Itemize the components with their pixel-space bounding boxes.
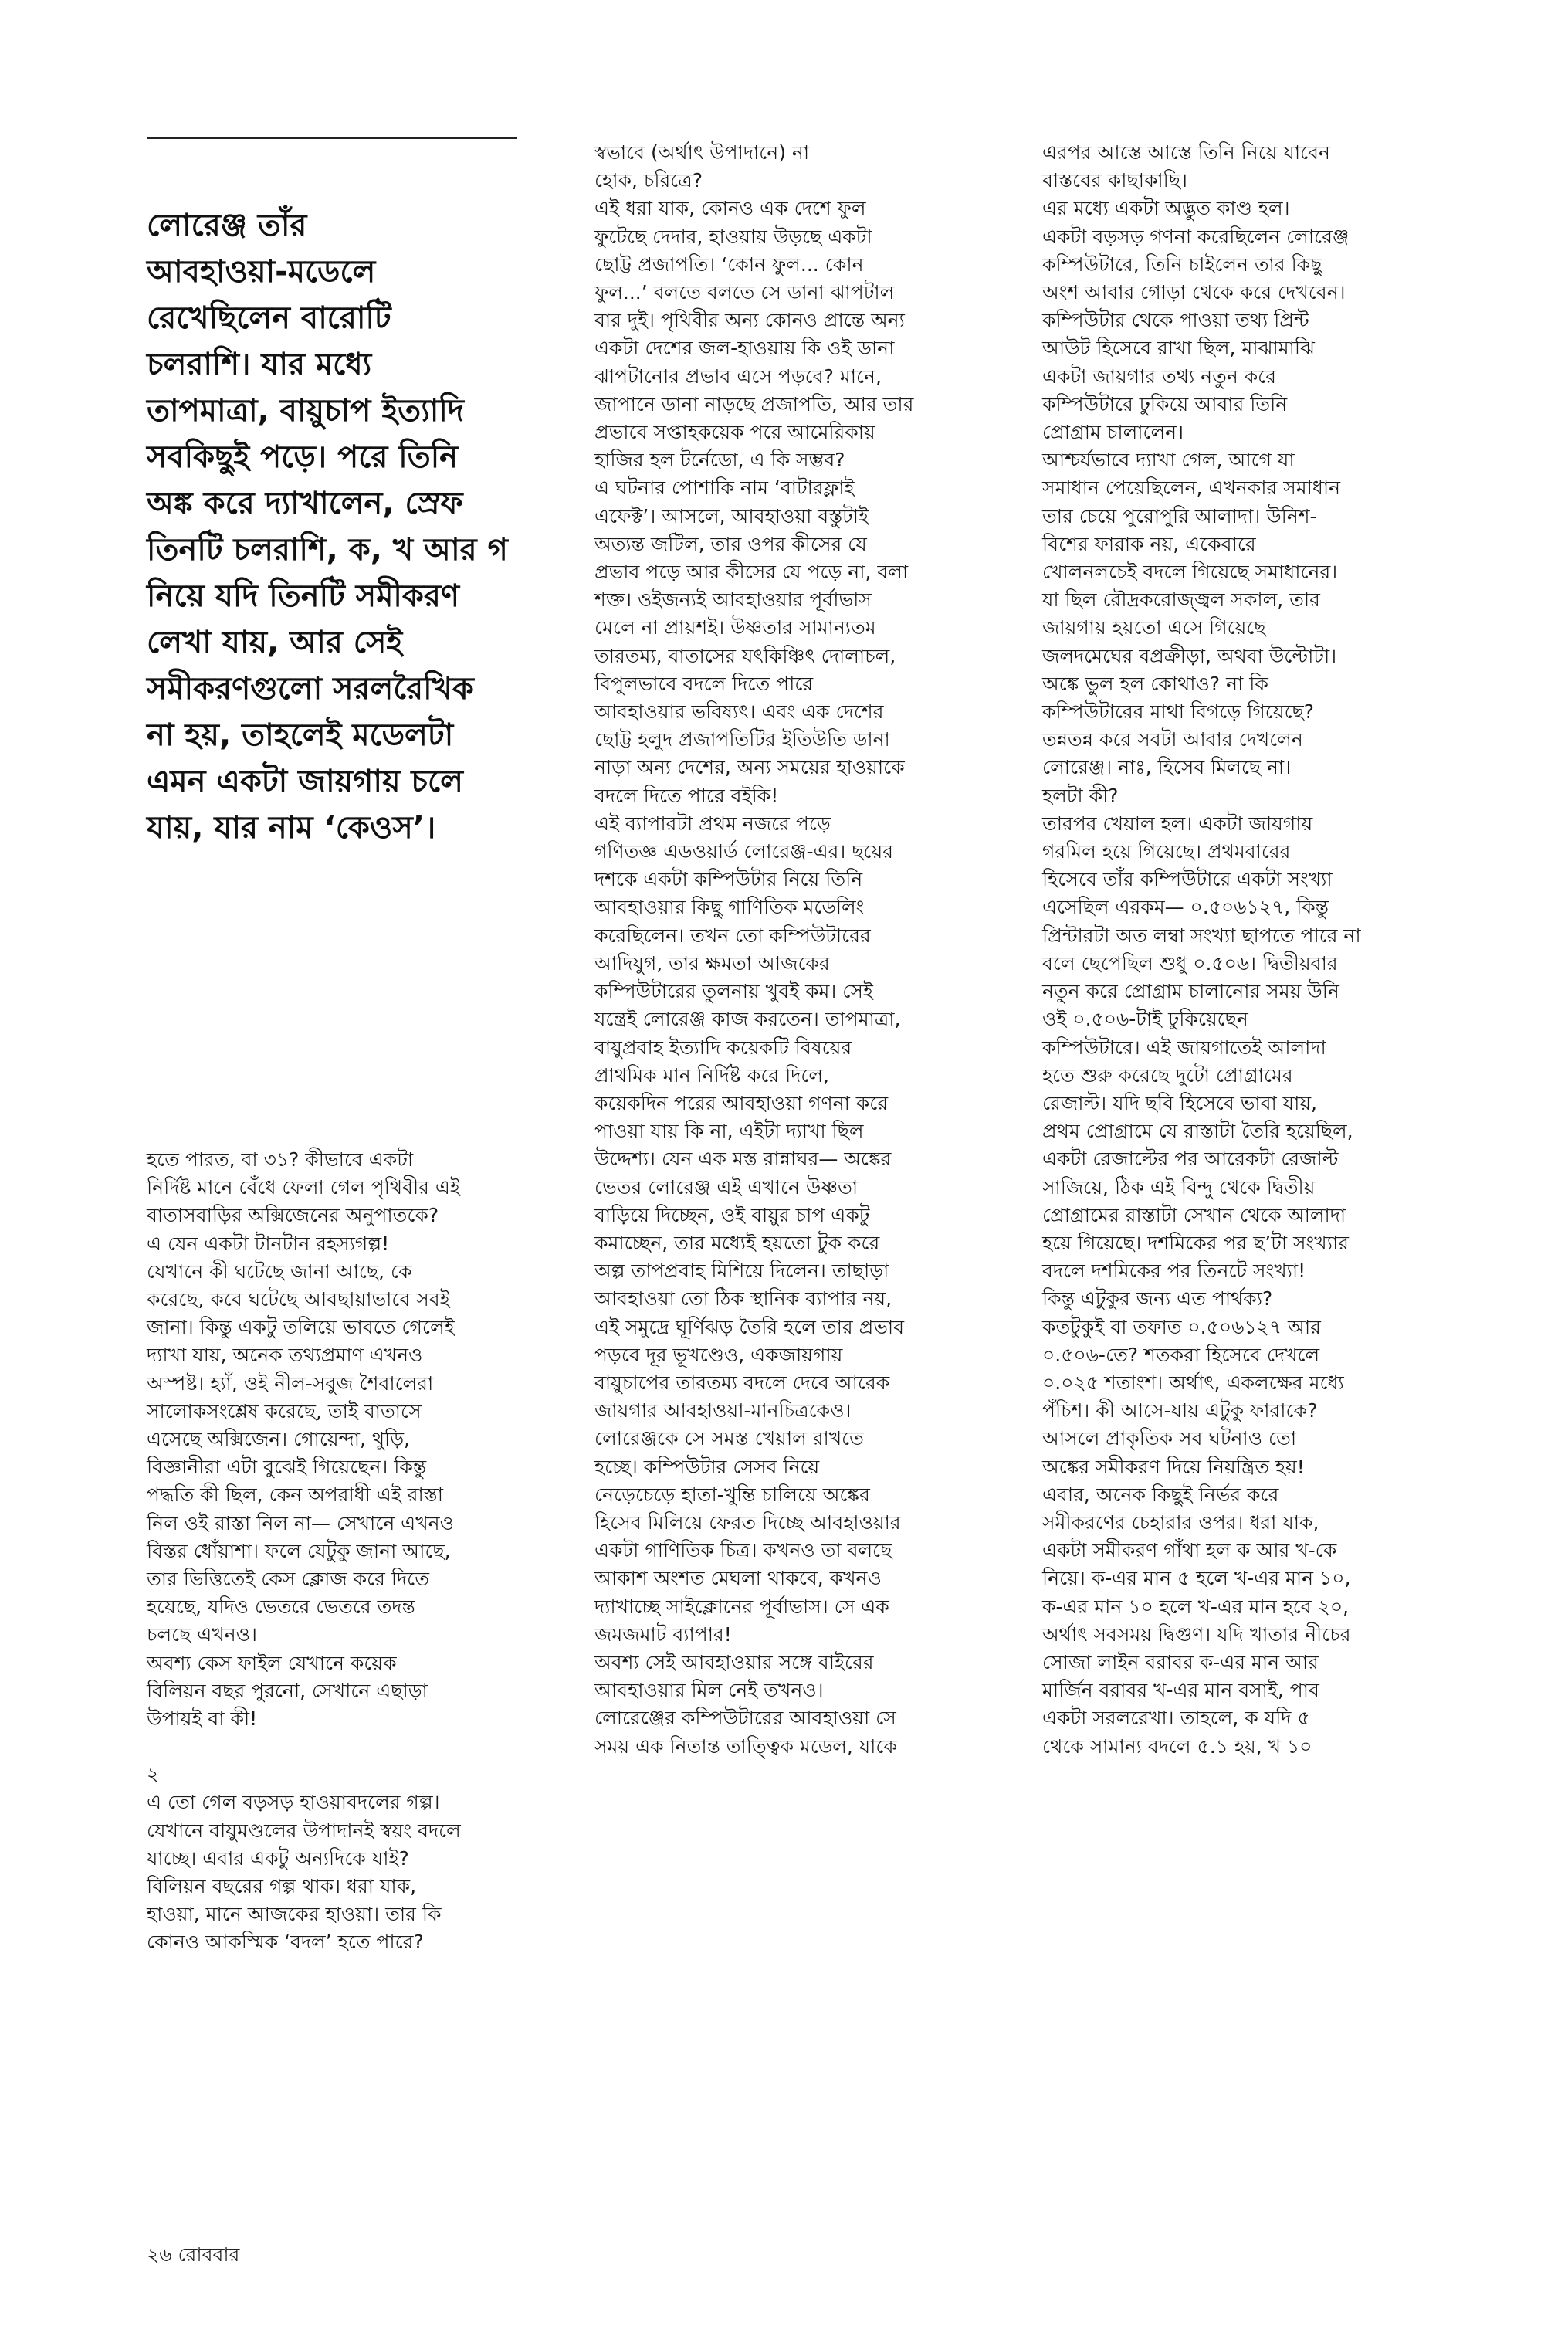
text-line: বিপুলভাবে বদলে দিতে পারে xyxy=(594,672,814,695)
text-line: প্রথম প্রোগ্রামে যে রাস্তাটা তৈরি হয়েছিল, xyxy=(1042,1120,1353,1143)
text-line: একটা দেশের জল-হাওয়ায় কি ওই ডানা xyxy=(594,337,895,360)
text-line: শক্ত। ওইজন্যই আবহাওয়ার পূর্বাভাস xyxy=(594,588,872,612)
text-line: জাপানে ডানা নাড়ছে প্রজাপতি, আর তার xyxy=(594,392,914,415)
pullquote-line: চলরাশি। যার মধ্যে xyxy=(147,347,372,382)
text-line: এফেক্ট’। আসলে, আবহাওয়া বস্তুটাই xyxy=(594,504,869,527)
text-line: কম্পিউটার থেকে পাওয়া তথ্য প্রিন্ট xyxy=(1042,309,1309,332)
text-line: এই সমুদ্রে ঘূর্ণিঝড় তৈরি হলে তার প্রভাব xyxy=(594,1315,905,1338)
text-line: এর মধ্যে একটা অদ্ভুত কাণ্ড হল। xyxy=(1042,197,1290,220)
text-line: গরমিল হয়ে গিয়েছে। প্রথমবারের xyxy=(1042,840,1291,863)
text-line: প্রোগ্রাম চালালেন। xyxy=(1042,421,1184,444)
text-line: বিজ্ঞানীরা এটা বুঝেই গিয়েছেন। কিন্তু xyxy=(147,1456,427,1479)
text-line: জলদমেঘের বপ্রক্রীড়া, অথবা উল্টোটা। xyxy=(1042,644,1337,667)
text-line: লোরেঞ্জ। নাঃ, হিসেব মিলছে না। xyxy=(1042,756,1292,779)
text-line: সালোকসংশ্লেষ করেছে, তাই বাতাসে xyxy=(147,1399,422,1422)
pullquote-line: সবকিছুই পড়ে। পরে তিনি xyxy=(147,439,459,475)
pullquote-line: তিনটি চলরাশি, ক, খ আর গ xyxy=(147,532,508,568)
text-line: আবহাওয়া তো ঠিক স্থানিক ব্যাপার নয়, xyxy=(594,1287,892,1310)
text-line: নেড়েচেড়ে হাতা-খুন্তি চালিয়ে অঙ্কের xyxy=(594,1483,870,1506)
text-line: যা ছিল রৌদ্রকরোজ্জ্বল সকাল, তার xyxy=(1042,588,1320,612)
text-line: প্রভাব পড়ে আর কীসের যে পড়ে না, বলা xyxy=(594,561,909,584)
text-line: বলে ছেপেছিল শুধু ০.৫০৬। দ্বিতীয়বার xyxy=(1042,951,1338,975)
pullquote-line: যায়, যার নাম ‘কেওস’। xyxy=(147,810,436,846)
text-line: তারতম্য, বাতাসের যৎকিঞ্চিৎ দোলাচল, xyxy=(594,644,896,667)
text-line: একটা সরলরেখা। তাহলে, ক যদি ৫ xyxy=(1042,1707,1310,1730)
pullquote-line: সমীকরণগুলো সরলরৈখিক xyxy=(147,671,474,707)
text-line: ওই ০.৫০৬-টাই ঢুকিয়েছেন xyxy=(1042,1008,1248,1031)
text-line: প্রিন্টারটা অত লম্বা সংখ্যা ছাপতে পারে না xyxy=(1042,924,1361,947)
text-line: কম্পিউটারে। এই জায়গাতেই আলাদা xyxy=(1042,1036,1326,1059)
text-line: ছোট্ট হলুদ প্রজাপতিটির ইতিউতি ডানা xyxy=(594,728,890,751)
text-line: একটা রেজাল্টের পর আরেকটা রেজাল্ট xyxy=(1042,1148,1339,1171)
text-line: জায়গার আবহাওয়া-মানচিত্রকেও। xyxy=(594,1399,852,1422)
text-line: পড়বে দূর ভূখণ্ডেও, একজায়গায় xyxy=(594,1343,843,1366)
text-line: সোজা লাইন বরাবর ক-এর মান আর xyxy=(1042,1650,1319,1673)
text-line: অঙ্কে ভুল হল কোথাও? না কি xyxy=(1042,672,1268,695)
text-line: চলছে এখনও। xyxy=(147,1623,257,1646)
text-line: বিশের ফারাক নয়, একেবারে xyxy=(1042,532,1256,555)
text-line: যাচ্ছে। এবার একটু অন্যদিকে যাই? xyxy=(147,1846,409,1870)
text-line: দ্যাখা যায়, অনেক তথ্যপ্রমাণ এখনও xyxy=(147,1344,423,1367)
text-line: অস্পষ্ট। হ্যাঁ, ওই নীল-সবুজ শৈবালেরা xyxy=(147,1372,434,1395)
text-line: অর্থাৎ সবসময় দ্বিগুণ। যদি খাতার নীচের xyxy=(1042,1622,1351,1646)
text-line: হলটা কী? xyxy=(1042,784,1119,807)
text-line: নতুন করে প্রোগ্রাম চালানোর সময় উনি xyxy=(1042,980,1339,1003)
text-line: অঙ্কের সমীকরণ দিয়ে নিয়ন্ত্রিত হয়! xyxy=(1042,1455,1305,1478)
text-line: এরপর আস্তে আস্তে তিনি নিয়ে যাবেন xyxy=(1042,141,1330,164)
text-line: কম্পিউটারের তুলনায় খুবই কম। সেই xyxy=(594,980,873,1003)
text-line: আদিযুগ, তার ক্ষমতা আজকের xyxy=(594,951,830,975)
text-line: ০.৫০৬-তে? শতকরা হিসেবে দেখলে xyxy=(1042,1343,1320,1366)
text-line: অংশ আবার গোড়া থেকে করে দেখবেন। xyxy=(1042,281,1346,304)
text-line: আবহাওয়ার মিল নেই তখনও। xyxy=(594,1679,824,1702)
text-line: পঁচিশ। কী আসে-যায় এটুকু ফারাকে? xyxy=(1042,1399,1318,1422)
text-line: ঝাপটানোর প্রভাব এসে পড়বে? মানে, xyxy=(594,364,882,388)
text-line: এই ব্যাপারটা প্রথম নজরে পড়ে xyxy=(594,812,831,835)
column-3 xyxy=(1042,139,1444,1761)
text-line: দ্যাখাচ্ছে সাইক্লোনের পূর্বাভাস। সে এক xyxy=(594,1595,889,1618)
text-line: আবহাওয়ার ভবিষ্যৎ। এবং এক দেশের xyxy=(594,700,884,724)
text-line: খোলনলচেই বদলে গিয়েছে সমাধানের। xyxy=(1042,561,1338,584)
text-line: লোরেঞ্জের কম্পিউটারের আবহাওয়া সে xyxy=(594,1707,896,1730)
pullquote-line: নিয়ে যদি তিনটি সমীকরণ xyxy=(147,578,460,614)
section-number: ২ xyxy=(147,1763,160,1786)
text-line: হতে পারত, বা ৩১? কীভাবে একটা xyxy=(147,1148,414,1171)
text-line: ফুটেছে দেদার, হাওয়ায় উড়ছে একটা xyxy=(594,225,872,248)
text-line: জায়গায় হয়তো এসে গিয়েছে xyxy=(1042,616,1266,639)
text-line: ফুল...’ বলতে বলতে সে ডানা ঝাপটাল xyxy=(594,281,895,304)
text-line: হিসেবে তাঁর কম্পিউটারে একটা সংখ্যা xyxy=(1042,868,1333,891)
text-line: এ তো গেল বড়সড় হাওয়াবদলের গল্প। xyxy=(147,1791,440,1814)
text-line: বিস্তর ধোঁয়াশা। ফলে যেটুকু জানা আছে, xyxy=(147,1539,451,1562)
text-line: স্বভাবে (অর্থাৎ উপাদানে) না xyxy=(594,141,810,164)
pullquote-rule xyxy=(147,137,517,139)
text-line: এসেছিল এরকম— ০.৫০৬১২৭, কিন্তু xyxy=(1042,896,1329,919)
text-line: বিলিয়ন বছর পুরনো, সেখানে এছাড়া xyxy=(147,1679,428,1702)
text-line: বাতাসবাড়ির অক্সিজেনের অনুপাতকে? xyxy=(147,1204,439,1227)
text-line: হয়েছে, যদিও ভেতরে ভেতরে তদন্ত xyxy=(147,1595,415,1619)
pullquote-line: লোরেঞ্জ তাঁর xyxy=(147,208,307,243)
text-line: বায়ুপ্রবাহ ইত্যাদি কয়েকটি বিষয়ের xyxy=(594,1036,852,1059)
text-line: একটা সমীকরণ গাঁথা হল ক আর খ-কে xyxy=(1042,1539,1337,1562)
text-line: বাড়িয়ে দিচ্ছেন, ওই বায়ুর চাপ একটু xyxy=(594,1203,870,1226)
text-line: আবহাওয়ার কিছু গাণিতিক মডেলিং xyxy=(594,896,865,919)
text-line: একটা গাণিতিক চিত্র। কখনও তা বলছে xyxy=(594,1539,892,1562)
text-line: জানা। কিন্তু একটু তলিয়ে ভাবতে গেলেই xyxy=(147,1316,455,1339)
text-line: হিসেব মিলিয়ে ফেরত দিচ্ছে আবহাওয়ার xyxy=(594,1511,901,1534)
text-line: একটা বড়সড় গণনা করেছিলেন লোরেঞ্জ xyxy=(1042,225,1350,248)
text-line: যন্ত্রেই লোরেঞ্জ কাজ করতেন। তাপমাত্রা, xyxy=(594,1008,901,1031)
text-line: যেখানে বায়ুমণ্ডলের উপাদানই স্বয়ং বদলে xyxy=(147,1819,461,1842)
text-line: ০.০২৫ শতাংশ। অর্থাৎ, একলক্ষের মধ্যে xyxy=(1042,1371,1344,1394)
text-line: পদ্ধতি কী ছিল, কেন অপরাধী এই রাস্তা xyxy=(147,1483,444,1507)
text-line: থেকে সামান্য বদলে ৫.১ হয়, খ ১০ xyxy=(1042,1734,1312,1758)
text-line: এই ধরা যাক, কোনও এক দেশে ফুল xyxy=(594,197,866,220)
text-line: অত্যন্ত জটিল, তার ওপর কীসের যে xyxy=(594,532,867,555)
text-line: এ ঘটনার পোশাকি নাম ‘বাটারফ্লাই xyxy=(594,476,855,500)
text-line: তন্নতন্ন করে সবটা আবার দেখলেন xyxy=(1042,728,1303,751)
text-line: দশকে একটা কম্পিউটার নিয়ে তিনি xyxy=(594,868,863,891)
text-line: কিন্তু এটুকুর জন্য এত পার্থক্য? xyxy=(1042,1287,1273,1310)
text-line: উপায়ই বা কী! xyxy=(147,1707,258,1731)
text-line: করেছে, কবে ঘটেছে আবছায়াভাবে সবই xyxy=(147,1288,450,1311)
text-line: সময় এক নিতান্ত তাত্ত্বিক মডেল, যাকে xyxy=(594,1734,897,1758)
text-line: এ যেন একটা টানটান রহস্যগল্প! xyxy=(147,1232,390,1255)
text-line: গণিতজ্ঞ এডওয়ার্ড লোরেঞ্জ-এর। ছয়ের xyxy=(594,840,893,863)
text-line: হতে শুরু করেছে দুটো প্রোগ্রামের xyxy=(1042,1063,1293,1087)
text-line: বিলিয়ন বছরের গল্প থাক। ধরা যাক, xyxy=(147,1875,417,1898)
text-line: বার দুই। পৃথিবীর অন্য কোনও প্রান্তে অন্য xyxy=(594,309,905,332)
text-line: প্রাথমিক মান নির্দিষ্ট করে দিলে, xyxy=(594,1063,830,1087)
pullquote-line: তাপমাত্রা, বায়ুচাপ ইত্যাদি xyxy=(147,393,464,429)
text-line: পাওয়া যায় কি না, এইটা দ্যাখা ছিল xyxy=(594,1120,864,1143)
column-1 xyxy=(147,1146,537,1957)
text-line: সমাধান পেয়েছিলেন, এখনকার সমাধান xyxy=(1042,476,1341,500)
pullquote-line: আবহাওয়া-মডেলে xyxy=(147,254,376,290)
text-line: মেলে না প্রায়শই। উষ্ণতার সামান্যতম xyxy=(594,616,876,639)
text-line: আকাশ অংশত মেঘলা থাকবে, কখনও xyxy=(594,1567,882,1590)
pullquote-line: অঙ্ক করে দ্যাখালেন, স্রেফ xyxy=(147,486,463,521)
text-line: নির্দিষ্ট মানে বেঁধে ফেলা গেল পৃথিবীর এই xyxy=(147,1176,460,1199)
pullquote-line: না হয়, তাহলেই মডেলটা xyxy=(147,717,454,753)
text-line: সমীকরণের চেহারার ওপর। ধরা যাক, xyxy=(1042,1511,1319,1534)
pullquote-line: এমন একটা জায়গায় চলে xyxy=(147,764,463,799)
text-line: অবশ্য সেই আবহাওয়ার সঙ্গে বাইরের xyxy=(594,1650,874,1673)
pullquote-line: লেখা যায়, আর সেই xyxy=(147,625,403,660)
text-line: তারপর খেয়াল হল। একটা জায়গায় xyxy=(1042,812,1313,835)
text-line: একটা জায়গার তথ্য নতুন করে xyxy=(1042,364,1276,388)
text-line: এসেছে অক্সিজেন। গোয়েন্দা, থুড়ি, xyxy=(147,1428,411,1451)
pullquote-line: রেখেছিলেন বারোটি xyxy=(147,300,391,336)
text-line: বাস্তবের কাছাকাছি। xyxy=(1042,169,1187,192)
text-line: বদলে দিতে পারে বইকি! xyxy=(594,784,779,807)
text-line: বায়ুচাপের তারতম্য বদলে দেবে আরেক xyxy=(594,1371,890,1394)
text-line: অবশ্য কেস ফাইল যেখানে কয়েক xyxy=(147,1651,397,1674)
text-line: নাড়া অন্য দেশের, অন্য সময়ের হাওয়াকে xyxy=(594,756,905,779)
text-line: কয়েকদিন পরের আবহাওয়া গণনা করে xyxy=(594,1091,889,1114)
pull-quote xyxy=(147,202,525,851)
page-folio: ২৬ রোববার xyxy=(147,2243,240,2266)
text-line: লোরেঞ্জকে সে সমস্ত খেয়াল রাখতে xyxy=(594,1427,864,1450)
text-line: কতটুকুই বা তফাত ০.৫০৬১২৭ আর xyxy=(1042,1315,1321,1338)
text-line: তার ভিত্তিতেই কেস ক্লোজ করে দিতে xyxy=(147,1568,429,1591)
text-line: হোক, চরিত্রে? xyxy=(594,169,703,192)
text-line: রেজাল্ট। যদি ছবি হিসেবে ভাবা যায়, xyxy=(1042,1091,1318,1114)
text-line: উদ্দেশ্য। যেন এক মস্ত রান্নাঘর— অঙ্কের xyxy=(594,1148,892,1171)
text-line: নিল ওই রাস্তা নিল না— সেখানে এখনও xyxy=(147,1511,454,1534)
text-line: কম্পিউটারে ঢুকিয়ে আবার তিনি xyxy=(1042,392,1288,415)
text-line: নিয়ে। ক-এর মান ৫ হলে খ-এর মান ১০, xyxy=(1042,1567,1351,1590)
text-line: হয়ে গিয়েছে। দশমিকের পর ছ’টা সংখ্যার xyxy=(1042,1231,1349,1254)
text-line: আউট হিসেবে রাখা ছিল, মাঝামাঝি xyxy=(1042,337,1315,360)
text-line: মার্জিন বরাবর খ-এর মান বসাই, পাব xyxy=(1042,1679,1319,1702)
text-line: জমজমাট ব্যাপার! xyxy=(594,1622,732,1646)
text-line: কমাচ্ছেন, তার মধ্যেই হয়তো টুক করে xyxy=(594,1231,880,1254)
text-line: করেছিলেন। তখন তো কম্পিউটারের xyxy=(594,924,871,947)
text-line: আশ্চর্যভাবে দ্যাখা গেল, আগে যা xyxy=(1042,449,1295,472)
text-line: প্রভাবে সপ্তাহকয়েক পরে আমেরিকায় xyxy=(594,421,875,444)
text-line: হাওয়া, মানে আজকের হাওয়া। তার কি xyxy=(147,1903,442,1926)
text-line: বদলে দশমিকের পর তিনটে সংখ্যা! xyxy=(1042,1260,1306,1283)
text-line: প্রোগ্রামের রাস্তাটা সেখান থেকে আলাদা xyxy=(1042,1203,1346,1226)
text-line: হচ্ছে। কম্পিউটার সেসব নিয়ে xyxy=(594,1455,820,1478)
text-line: তার চেয়ে পুরোপুরি আলাদা। উনিশ- xyxy=(1042,504,1317,527)
text-line: যেখানে কী ঘটেছে জানা আছে, কে xyxy=(147,1260,412,1283)
text-line: ক-এর মান ১০ হলে খ-এর মান হবে ২০, xyxy=(1042,1595,1350,1618)
text-line: আসলে প্রাকৃতিক সব ঘটনাও তো xyxy=(1042,1427,1297,1450)
text-line: কম্পিউটারে, তিনি চাইলেন তার কিছু xyxy=(1042,253,1322,276)
text-line: কোনও আকস্মিক ‘বদল’ হতে পারে? xyxy=(147,1931,424,1954)
text-line: ভেতর লোরেঞ্জ এই এখানে উষ্ণতা xyxy=(594,1175,859,1199)
text-line: এবার, অনেক কিছুই নির্ভর করে xyxy=(1042,1483,1279,1506)
column-2 xyxy=(594,139,988,1761)
text-line: ছোট্ট প্রজাপতি। ‘কোন ফুল... কোন xyxy=(594,253,864,276)
text-line: অল্প তাপপ্রবাহ মিশিয়ে দিলেন। তাছাড়া xyxy=(594,1260,889,1283)
text-line: হাজির হল টর্নেডো, এ কি সম্ভব? xyxy=(594,449,845,472)
text-line: সাজিয়ে, ঠিক এই বিন্দু থেকে দ্বিতীয় xyxy=(1042,1175,1316,1199)
text-line: কম্পিউটারের মাথা বিগড়ে গিয়েছে? xyxy=(1042,700,1315,724)
